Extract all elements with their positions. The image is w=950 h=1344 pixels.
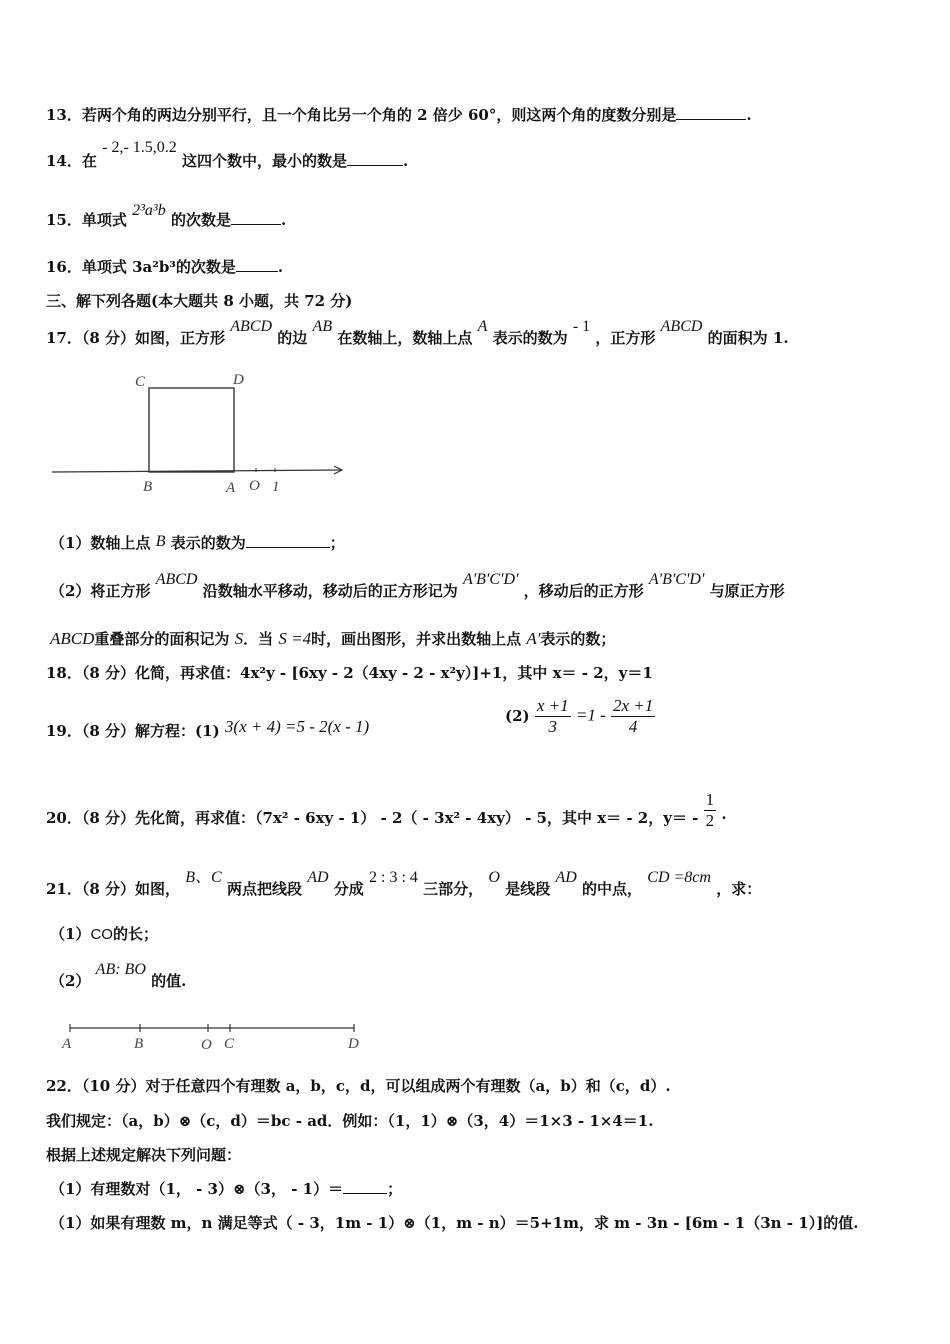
q21-p5: 是线段	[505, 880, 551, 898]
q21-p4: 三部分，	[423, 880, 484, 898]
q17-sub2b-t2: ．当	[243, 630, 274, 648]
answer-blank	[231, 210, 281, 225]
q17-sub2b-abcd: ABCD	[50, 629, 95, 648]
q17-sub2b-seq: S =4	[278, 629, 312, 648]
q17-sub1-b: B	[155, 533, 166, 550]
q21-bc: B、C	[185, 869, 222, 886]
q21-sub2-post: 的值.	[151, 972, 187, 990]
q16-end: .	[277, 258, 284, 276]
q17-sub2b-s: S	[234, 629, 244, 648]
q22-instruction: 根据上述规定解决下列问题：	[46, 1146, 242, 1164]
q20-pre: 20．（8 分）先化简，再求值：（7x² - 6xy - 1） - 2（ - 3x² - 4xy） - 5，其中 x＝ - 2，y＝ -	[46, 808, 699, 827]
fraction-2-num: 2x +1	[613, 696, 654, 715]
answer-blank	[343, 1179, 387, 1194]
answer-blank	[236, 257, 278, 272]
q15-end: .	[280, 211, 287, 229]
label-b: B	[134, 1036, 144, 1052]
q19-label-2: (2)	[505, 706, 530, 725]
q22-part-1	[50, 1178, 402, 1199]
q17-sub2-prime: A'B'C'D'	[462, 571, 519, 588]
q21-sub1-post: 的长；	[112, 925, 158, 943]
q17-part-2-cont	[50, 628, 615, 649]
q21-p3: 分成	[333, 880, 364, 898]
q14-post: 这四个数中，最小的数是	[182, 152, 348, 170]
q22-part-2: （1）如果有理数 m，n 满足等式（ - 3，1m - 1）⊗（1，m - n）＝5+1m，求 m - 3n - [6m - 1（3n - 1）]的值.	[50, 1214, 859, 1232]
question-17	[46, 318, 789, 348]
q21-part-1	[50, 923, 158, 944]
q21-sub2-pre: （2）	[50, 972, 91, 990]
q17-ab: AB	[312, 318, 333, 335]
label-1: 1	[272, 479, 280, 495]
fraction-2	[611, 696, 655, 737]
fraction-1	[535, 696, 571, 737]
q21-part-2	[50, 961, 187, 991]
q21-ratio: 2 : 3 : 4	[369, 869, 418, 886]
question-20	[46, 790, 727, 831]
q21-ad: AD	[307, 869, 329, 886]
question-15	[46, 202, 287, 230]
q15-pre: 15．单项式	[46, 211, 127, 229]
q17-sub2-abcd: ABCD	[155, 571, 198, 588]
fraction-half	[704, 790, 717, 831]
answer-blank	[347, 151, 403, 166]
q20-end: .	[721, 804, 727, 823]
q13-end: .	[746, 106, 752, 124]
label-a: A	[226, 480, 236, 496]
q17-sub2-end: 与原正方形	[709, 582, 785, 600]
q14-pre: 14．在	[46, 152, 97, 170]
q19-mid: =1 -	[575, 705, 606, 725]
section-heading: 三、解下列各题(本大题共 8 小题，共 72 分)	[46, 292, 353, 310]
q17-p3: 在数轴上，数轴上点	[337, 329, 473, 347]
question-14	[46, 139, 409, 171]
label-o: O	[201, 1037, 212, 1052]
q15-post: 的次数是	[170, 211, 231, 229]
q13-text: 13．若两个角的两边分别平行，且一个角比另一个角的 2 倍少 60°，则这两个角的度数分别是	[46, 106, 677, 124]
q17-p6: 的面积为 1.	[707, 329, 789, 347]
q15-monomial: 2³a³b	[132, 202, 166, 219]
question-16	[46, 256, 283, 277]
q21-p7: ，求：	[716, 880, 762, 898]
q21-sub1-pre: （1）	[50, 925, 91, 943]
question-21	[46, 869, 762, 899]
q17-a: A	[477, 318, 488, 335]
answer-blank	[246, 533, 330, 548]
q19-pre: 19．（8 分）解方程：(1)	[46, 722, 220, 740]
q17-sub2-pre: （2）将正方形	[50, 582, 151, 600]
q17-part-1	[50, 532, 345, 553]
q17-sub2b-t4: 表示的数；	[540, 630, 616, 648]
q17-sub2b-ap: A'	[526, 629, 541, 648]
q21-cd: CD =8cm	[647, 869, 711, 886]
half-den: 2	[705, 811, 715, 830]
question-13	[46, 104, 752, 125]
q22-part1-text: （1）有理数对（1， - 3）⊗（3， - 1）＝	[50, 1180, 344, 1198]
label-d: D	[348, 1036, 359, 1052]
q21-ad-2: AD	[555, 869, 577, 886]
question-22: 22．（10 分）对于任意四个有理数 a，b，c，d，可以组成两个有理数（a，b）和（c，d）.	[46, 1077, 671, 1095]
q17-part-2	[50, 571, 785, 601]
label-d: D	[233, 372, 244, 388]
label-a: A	[62, 1036, 72, 1052]
q21-p1: 21．（8 分）如图，	[46, 880, 181, 898]
q22-rule: 我们规定：（a，b）⊗（c，d）＝bc - ad．例如：（1，1）⊗（3，4）＝1×3 - 1×4＝1.	[46, 1112, 654, 1130]
fraction-1-den: 3	[548, 717, 558, 736]
q21-p2: 两点把线段	[226, 880, 302, 898]
q17-sub2b-t3: 时，画出图形，并求出数轴上点	[311, 630, 522, 648]
label-c: C	[224, 1036, 235, 1052]
label-b: B	[143, 479, 153, 495]
q21-sub2-expr: AB: BO	[95, 961, 146, 978]
fraction-1-num: x +1	[536, 696, 569, 715]
q16-pre: 16．单项式 3a²b³的次数是	[46, 258, 236, 276]
q17-sub2-mid2: ，移动后的正方形	[523, 582, 644, 600]
label-c: C	[135, 374, 146, 390]
q17-p2: 的边	[277, 329, 308, 347]
q17-abcd: ABCD	[230, 318, 273, 335]
fraction-2-den: 4	[628, 717, 638, 736]
question-18: 18．（8 分）化简，再求值：4x²y - [6xy - 2（4xy - 2 - x²y）]+1，其中 x＝ - 2，y＝1	[46, 664, 653, 682]
q19-equation-1: 3(x + 4) =5 - 2(x - 1)	[224, 717, 370, 736]
square-abcd	[149, 388, 234, 472]
q17-p1: 17．（8 分）如图，正方形	[46, 329, 226, 347]
q17-sub1-post: 表示的数为	[170, 534, 246, 552]
q17-sub2-prime-2: A'B'C'D'	[648, 571, 705, 588]
q21-segment-figure	[56, 1016, 368, 1052]
q17-neg1: - 1	[572, 318, 591, 335]
q17-sub2b-t1: 重叠部分的面积记为	[94, 630, 230, 648]
q22-part1-end: ；	[387, 1180, 403, 1198]
q17-sub2-mid: 沿数轴水平移动，移动后的正方形记为	[202, 582, 458, 600]
q17-square-figure	[46, 362, 356, 502]
question-19	[46, 717, 370, 741]
q14-numbers: - 2,- 1.5,0.2	[102, 139, 177, 156]
half-num: 1	[705, 790, 715, 809]
q14-end: .	[403, 152, 409, 170]
q17-p5: ，正方形	[595, 329, 656, 347]
q21-p6: 的中点，	[582, 880, 643, 898]
answer-blank	[676, 105, 746, 120]
q17-p4: 表示的数为	[492, 329, 568, 347]
q17-sub1-end: ；	[329, 534, 345, 552]
q19-equation-2	[505, 696, 655, 737]
q21-sub1-co: CO	[90, 926, 113, 943]
q17-abcd-2: ABCD	[660, 318, 703, 335]
q17-sub1-pre: （1）数轴上点	[50, 534, 151, 552]
q21-o: O	[488, 869, 500, 886]
label-o: O	[249, 478, 260, 494]
